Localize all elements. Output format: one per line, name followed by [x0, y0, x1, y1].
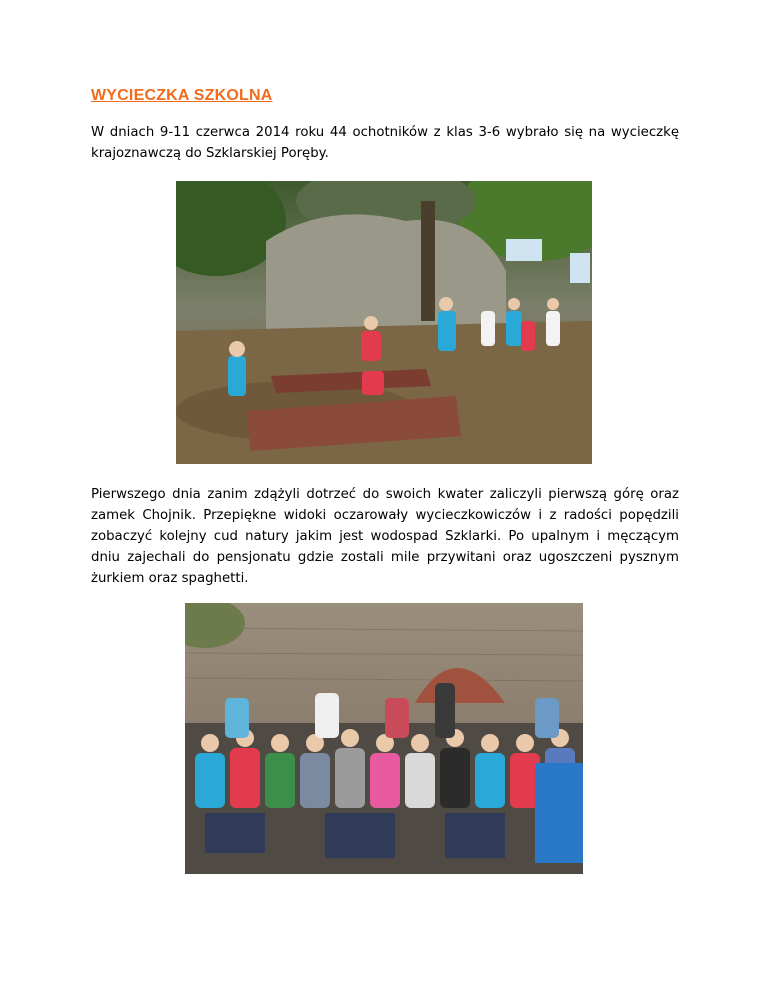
first-day-paragraph: Pierwszego dnia zanim zdążyli dotrzeć do swoich kwater zaliczyli pierwszą górę oraz zamek Chojnik. Przepiękne widoki oczarowały wycieczkowiczów i z radości popędzili zobaczyć kolejny cud natury jakim jest wodospad Szklarki. Po upalnym i męczącym dniu zajechali do pensjonatu gdzie zostali mile przywitani oraz ugoszczeni pysznym żurkiem oraz spaghetti.: [91, 487, 679, 586]
document-title: WYCIECZKA SZKOLNA: [91, 87, 273, 104]
castle-group-photo: [185, 603, 583, 874]
forest-trip-photo: [176, 181, 592, 464]
intro-paragraph: W dniach 9-11 czerwca 2014 roku 44 ochotników z klas 3-6 wybrało się na wycieczkę krajoznawczą do Szklarskiej Poręby.: [91, 125, 679, 161]
